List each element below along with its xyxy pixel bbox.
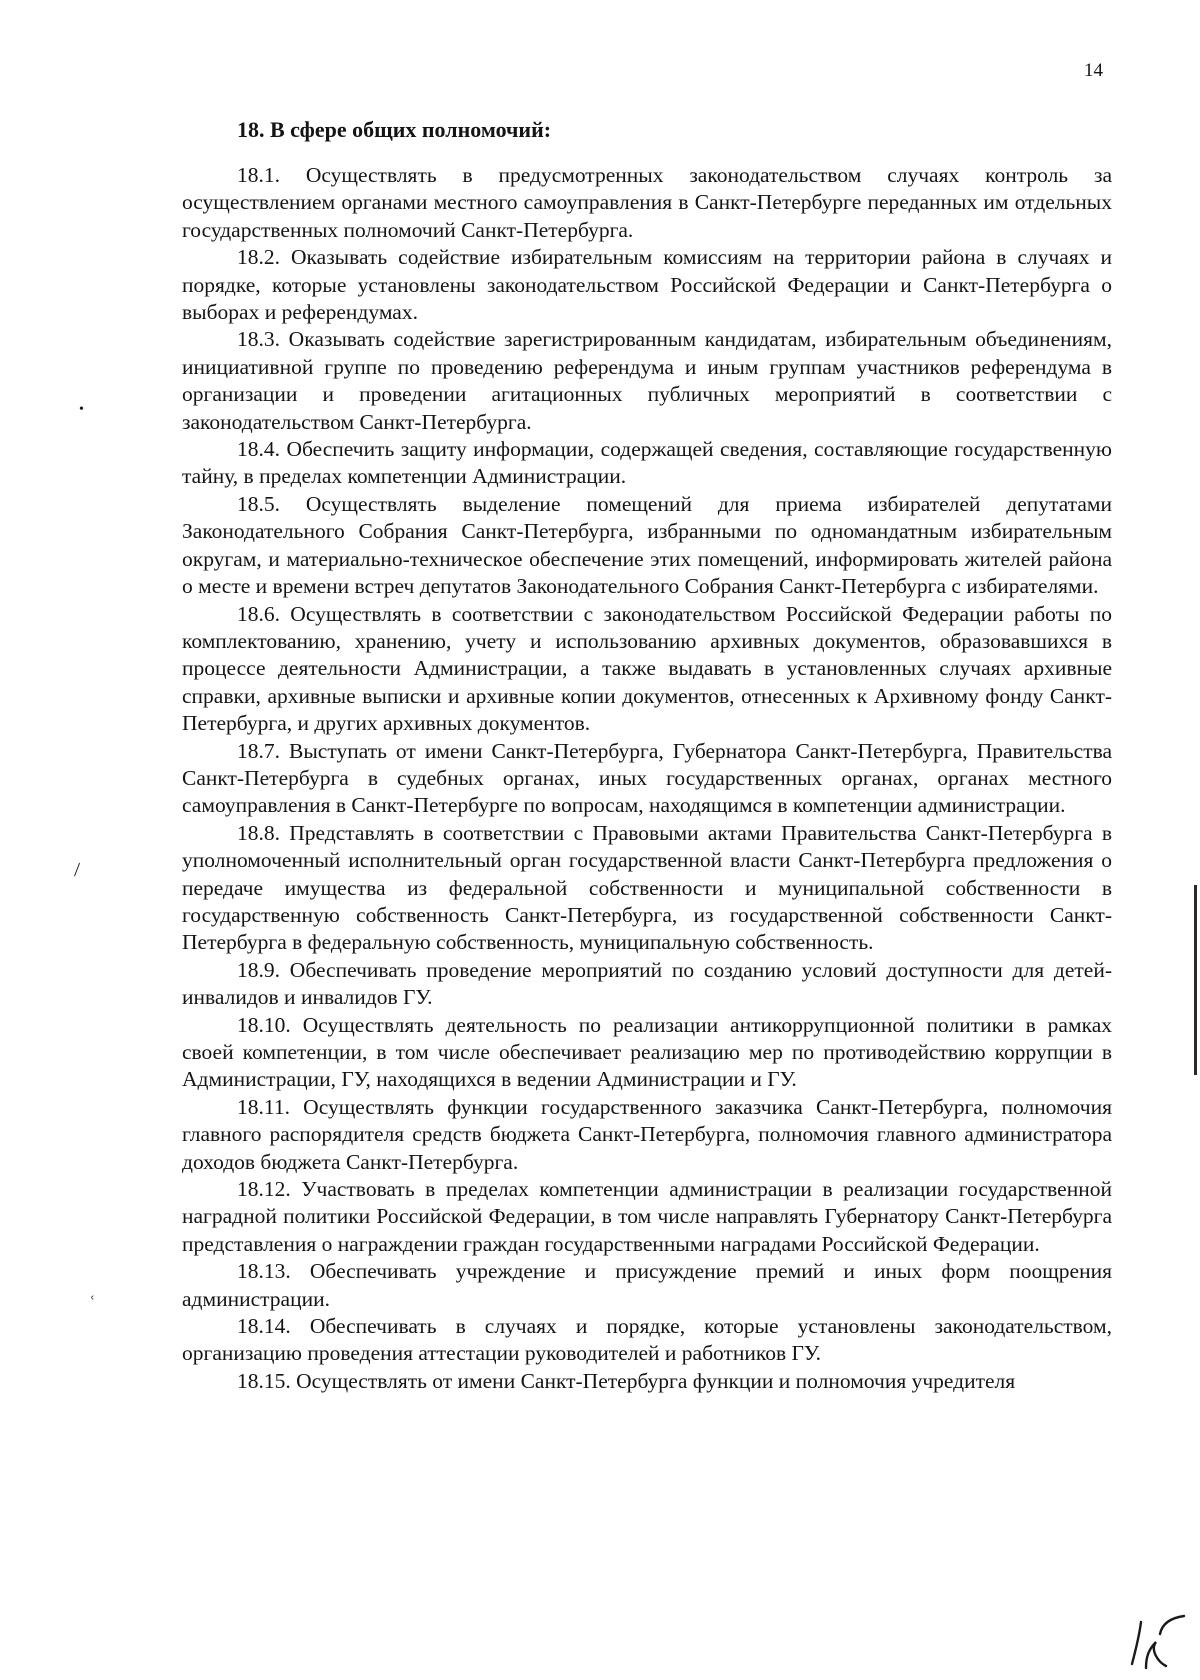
paragraph-18-1: 18.1. Осуществлять в предусмотренных законодательством случаях контроль за осуществлением органами местного самоуправления в Санкт-Петербурге переданных им отдельных государственных полномочий Санкт-Петербурга.	[182, 163, 1112, 242]
paragraph-18-15: 18.15. Осуществлять от имени Санкт-Петербурга функции и полномочия учредителя	[237, 1368, 1016, 1393]
paragraph-18-13: 18.13. Обеспечивать учреждение и присуждение премий и иных форм поощрения администрации.	[182, 1259, 1112, 1311]
margin-dot-mark: •	[79, 402, 84, 417]
page-number: 14	[1084, 60, 1103, 81]
paragraph-18-11: 18.11. Осуществлять функции государственного заказчика Санкт-Петербурга, полномочия главного распорядителя средств бюджета Санкт-Петербурга, полномочия главного администратора доходов бюджета Санкт-Петербурга.	[182, 1094, 1112, 1174]
paragraph-18-6: 18.6. Осуществлять в соответствии с законодательством Российской Федерации работы по комплектованию, хранению, учету и использованию архивных документов, образовавшихся в процессе деятельности Администрации, а также выдавать в установленных случаях архивные справки, архивные выписки и архивные копии документов, отнесенных к Архивному фонду Санкт-Петербурга, и других архивных документов.	[182, 601, 1112, 736]
document-body	[182, 162, 1112, 1395]
margin-tick-mark: ʿ	[89, 1293, 96, 1315]
paragraph-18-12: 18.12. Участвовать в пределах компетенции администрации в реализации государственной наградной политики Российской Федерации, в том числе направлять Губернатору Санкт-Петербурга представления о награждении граждан государственными наградами Российской Федерации.	[182, 1177, 1112, 1256]
paragraph-18-10: 18.10. Осуществлять деятельность по реализации антикоррупционной политики в рамках своей компетенции, в том числе обеспечивает реализацию мер по противодействию коррупции в Администрации, ГУ, находящихся в ведении Администрации и ГУ.	[182, 1012, 1112, 1092]
paragraph-18-3: 18.3. Оказывать содействие зарегистрированным кандидатам, избирательным объединениям, инициативной группе по проведению референдума и иным группам участников референдума в организации и проведении агитационных публичных мероприятий в соответствии с законодательством Санкт-Петербурга.	[182, 327, 1112, 434]
paragraph-18-4: 18.4. Обеспечить защиту информации, содержащей сведения, составляющие государственную тайну, в пределах компетенции Администрации.	[182, 437, 1112, 489]
margin-vertical-line	[1194, 885, 1197, 1075]
paragraph-18-9: 18.9. Обеспечивать проведение мероприятий по созданию условий доступности для детей-инвалидов и инвалидов ГУ.	[182, 957, 1112, 1010]
handwritten-initials-icon	[1126, 1612, 1196, 1675]
paragraph-18-8: 18.8. Представлять в соответствии с Правовыми актами Правительства Санкт-Петербурга в уполномоченный исполнительный орган государственной власти Санкт-Петербурга предложения о передаче имущества из федеральной собственности и муниципальной собственности в государственную собственность Санкт-Петербурга, из государственной собственности Санкт-Петербурга в федеральную собственность, муниципальную собственность.	[182, 820, 1112, 955]
paragraph-18-5: 18.5. Осуществлять выделение помещений для приема избирателей депутатами Законодательного Собрания Санкт-Петербурга, избранными по одномандатным избирательным округам, и материально-техническое обеспечение этих помещений, информировать жителей района о месте и времени встреч депутатов Законодательного Собрания Санкт-Петербурга с избирателями.	[182, 491, 1112, 599]
section-heading: 18. В сфере общих полномочий:	[237, 117, 552, 142]
paragraph-18-7: 18.7. Выступать от имени Санкт-Петербурга, Губернатора Санкт-Петербурга, Правительства Санкт-Петербурга в судебных органах, иных государственных органах, органах местного самоуправления в Санкт-Петербурге по вопросам, находящимся в компетенции администрации.	[182, 738, 1112, 818]
paragraph-18-2: 18.2. Оказывать содействие избирательным комиссиям на территории района в случаях и порядке, которые установлены законодательством Российской Федерации и Санкт-Петербурга о выборах и референдумах.	[182, 245, 1112, 325]
paragraph-18-14: 18.14. Обеспечивать в случаях и порядке, которые установлены законодательством, организацию проведения аттестации руководителей и работников ГУ.	[182, 1314, 1112, 1366]
margin-arrow-mark: \	[67, 859, 86, 881]
